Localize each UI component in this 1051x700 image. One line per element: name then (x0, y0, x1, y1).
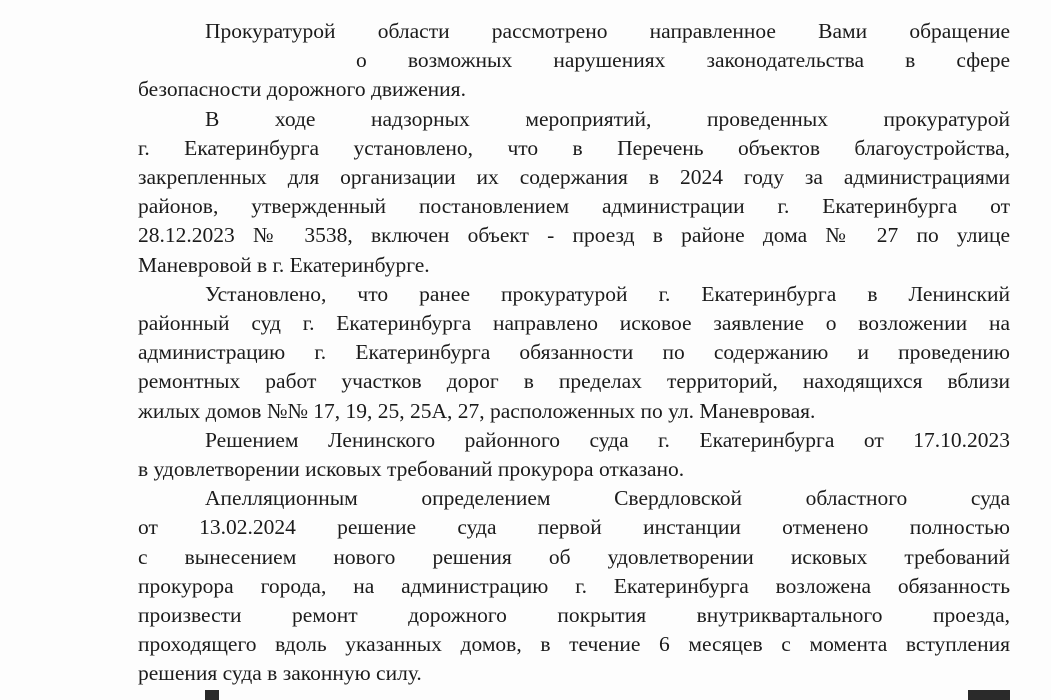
text-line: в удовлетворении исковых требований прокурора отказано. (138, 457, 685, 482)
text-line: жилых домов №№ 17, 19, 25, 25А, 27, расположенных по ул. Маневровая. (138, 398, 816, 423)
text-line: Апелляционным определением Свердловской областного суда (205, 486, 1010, 511)
text-line: закрепленных для организации их содержания в 2024 году за администрациями (138, 165, 1010, 190)
text-line: 28.12.2023 № 3538, включен объект - проезд в районе дома № 27 по улице (138, 223, 1010, 248)
text-line: Решением Ленинского районного суда г. Екатеринбурга от 17.10.2023 (205, 427, 1010, 452)
text-line: Маневровой в г. Екатеринбурге. (138, 252, 430, 277)
text-line: районов, утвержденный постановлением администрации г. Екатеринбурга от (138, 194, 1010, 219)
cut-off-next-line (138, 686, 1010, 700)
text-line: проходящего вдоль указанных домов, в течение 6 месяцев с момента вступления (138, 632, 1010, 657)
text-line: от 13.02.2024 решение суда первой инстанции отменено полностью (138, 515, 1010, 540)
text-line: районный суд г. Екатеринбурга направлено исковое заявление о возложении на (138, 311, 1010, 336)
text-line: произвести ремонт дорожного покрытия внутриквартального проезда, (138, 603, 1010, 628)
text-line: Прокуратурой области рассмотрено направленное Вами обращение (205, 19, 1010, 43)
text-line: решения суда в законную силу. (138, 661, 422, 686)
text-line: ремонтных работ участков дорог в пределах территорий, находящихся вблизи (138, 369, 1010, 394)
text-line: Установлено, что ранее прокуратурой г. Екатеринбурга в Ленинский (205, 281, 1010, 306)
text-line: о возможных нарушениях законодательства в сфере (356, 48, 1010, 73)
text-line: с вынесением нового решения об удовлетворении исковых требований (138, 544, 1010, 569)
text-fragment (968, 690, 1010, 700)
text-line: безопасности дорожного движения. (138, 77, 466, 102)
paragraph-supervision (138, 105, 1010, 280)
text-line: г. Екатеринбурга установлено, что в Перечень объектов благоустройства, (138, 135, 1010, 160)
paragraph-appeal-ruling (138, 484, 1010, 688)
text-line: В ходе надзорных мероприятий, проведенных прокуратурой (205, 106, 1010, 131)
letter-body (138, 17, 1010, 689)
text-line: прокурора города, на администрацию г. Екатеринбурга возложена обязанность (138, 573, 1010, 598)
paragraph-intro (138, 17, 1010, 105)
paragraph-district-court-decision (138, 426, 1010, 484)
text-fragment (205, 690, 219, 700)
text-line: администрацию г. Екатеринбурга обязанности по содержанию и проведению (138, 340, 1010, 365)
paragraph-lawsuit (138, 280, 1010, 426)
